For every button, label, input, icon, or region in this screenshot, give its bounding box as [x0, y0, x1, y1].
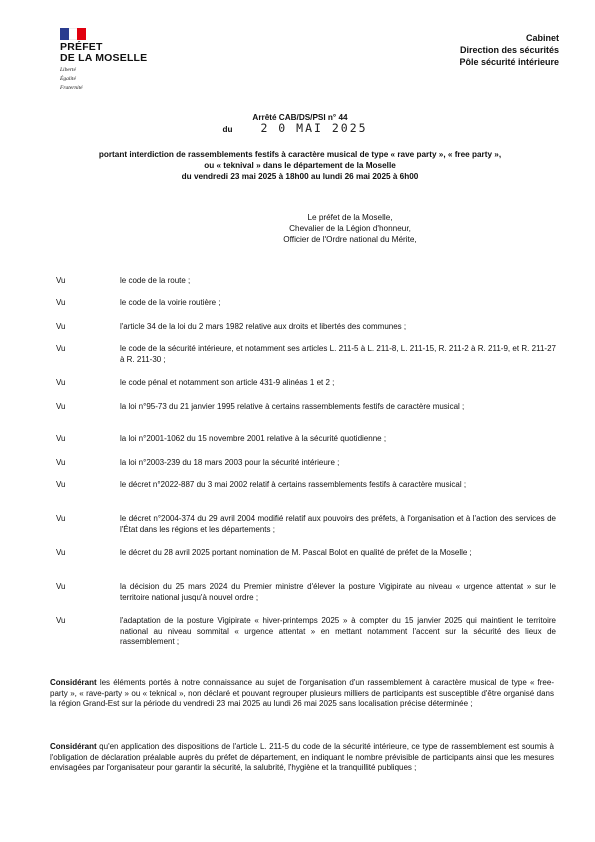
flag-blue — [60, 28, 69, 40]
visa-text: le code de la route ; — [120, 276, 191, 285]
visa-key: Vu — [56, 548, 66, 557]
visa-text: l'article 34 de la loi du 2 mars 1982 relative aux droits et libertés des communes ; — [120, 322, 407, 331]
visa-text: la décision du 25 mars 2024 du Premier ministre d'élever la posture Vigipirate au niveau « urgence attentat » sur le territoire national jusqu'à nouvel ordre ; — [120, 582, 556, 602]
visa-text: le code de la voirie routière ; — [120, 298, 221, 307]
visa-text: la loi n°95-73 du 21 janvier 1995 relative à certains rassemblements festifs de caractère musical ; — [120, 402, 465, 411]
visa-text: l'adaptation de la posture Vigipirate « hiver-printemps 2025 » à compter du 15 janvier 2025 qui maintient le territoire national au niveau sommital « urgence attentat » en mettant notamment l'accent sur la sécurité des lieux de rassemblement ; — [120, 616, 556, 646]
visa-text: le code pénal et notamment son article 431-9 alinéas 1 et 2 ; — [120, 378, 335, 387]
prefecture-logo — [60, 28, 170, 91]
visa-item — [56, 616, 556, 648]
considerant-text: qu'en application des dispositions de l'article L. 211-5 du code de la sécurité intérieure, ce type de rassemblement est soumis à l'obligation de déclaration préalable auprès du préfet de département, en indiquant le nombre prévisible de participants ainsi que les mesures envisagées par l'organisateur pour garantir la sécurité, la salubrité, l'hygiène et la tranquillité publiques ; — [50, 742, 554, 772]
arrete-objet — [40, 149, 560, 182]
considerant-text: les éléments portés à notre connaissance au sujet de l'organisation d'un rassemblement à caractère musical de type « free-party », « rave-party » ou « teknical », non déclaré et pouvant regrouper plusieurs milliers de participants est susceptible d'être organisé dans la région Grand-Est sur la période du vendredi 23 mai 2025 au lundi 26 mai 2025 sans localisation précise déterminée ; — [50, 678, 554, 708]
visa-item — [56, 434, 556, 445]
org-name-line1: PRÉFET — [60, 41, 103, 53]
visa-item — [56, 322, 556, 333]
visa-item — [56, 344, 556, 365]
date-stamp: 2 0 MAI 2025 — [260, 121, 368, 135]
visa-key: Vu — [56, 276, 66, 285]
flag-white — [69, 28, 78, 40]
marianne-flag-icon — [60, 28, 86, 40]
visa-text: la loi n°2003-239 du 18 mars 2003 pour la sécurité intérieure ; — [120, 458, 340, 467]
visa-item — [56, 276, 556, 287]
date-line — [30, 123, 560, 135]
visa-text: le décret n°2004-374 du 29 avril 2004 modifié relatif aux pouvoirs des préfets, à l'organisation et à l'action des services de l'État dans les régions et les départements ; — [120, 514, 556, 534]
motto-egalite: Égalité — [60, 76, 76, 82]
objet-line2: ou « teknival » dans le département de la Moselle — [204, 161, 396, 170]
signatory-line3: Officier de l'Ordre national du Mérite, — [283, 235, 417, 244]
motto-fraternite: Fraternité — [60, 85, 83, 91]
visa-key: Vu — [56, 344, 66, 353]
visa-item — [56, 548, 556, 559]
visa-text: le décret n°2022-887 du 3 mai 2002 relatif à certains rassemblements festifs à caractère musical ; — [120, 480, 467, 489]
flag-red — [77, 28, 86, 40]
visa-item — [56, 514, 556, 535]
service-block — [459, 32, 559, 68]
signatory-line1: Le préfet de la Moselle, — [307, 213, 393, 222]
signatory-block — [200, 212, 500, 245]
visa-item — [56, 298, 556, 309]
service-pole: Pôle sécurité intérieure — [459, 57, 559, 67]
objet-line1: portant interdiction de rassemblements festifs à caractère musical de type « rave party », « free party », — [98, 150, 502, 159]
considerant-paragraph — [50, 742, 554, 774]
visa-key: Vu — [56, 582, 66, 591]
visa-key: Vu — [56, 480, 66, 489]
du-label: du — [222, 125, 233, 134]
considerant-paragraph — [50, 678, 554, 710]
objet-line3: du vendredi 23 mai 2025 à 18h00 au lundi 26 mai 2025 à 6h00 — [181, 172, 419, 181]
org-name-line2: DE LA MOSELLE — [60, 52, 148, 64]
visa-item — [56, 480, 556, 491]
visa-key: Vu — [56, 378, 66, 387]
visa-text: le décret du 28 avril 2025 portant nomination de M. Pascal Bolot en qualité de préfet de la Moselle ; — [120, 548, 472, 557]
signatory-line2: Chevalier de la Légion d'honneur, — [289, 224, 411, 233]
visa-key: Vu — [56, 434, 66, 443]
visa-key: Vu — [56, 298, 66, 307]
visa-key: Vu — [56, 322, 66, 331]
visa-item — [56, 458, 556, 469]
arrete-number: Arrêté CAB/DS/PSI n° 44 — [252, 113, 348, 122]
motto-liberte: Liberté — [60, 67, 76, 73]
visa-key: Vu — [56, 402, 66, 411]
visa-key: Vu — [56, 616, 66, 625]
considerant-key: Considérant — [50, 742, 97, 751]
service-direction: Direction des sécurités — [459, 45, 559, 55]
arrete-title-block — [40, 112, 560, 182]
visa-key: Vu — [56, 458, 66, 467]
visa-text: la loi n°2001-1062 du 15 novembre 2001 relative à la sécurité quotidienne ; — [120, 434, 387, 443]
visa-item — [56, 402, 556, 413]
service-cabinet: Cabinet — [525, 33, 559, 43]
visa-item — [56, 582, 556, 603]
visa-item — [56, 378, 556, 389]
visa-key: Vu — [56, 514, 66, 523]
considerant-key: Considérant — [50, 678, 97, 687]
visa-text: le code de la sécurité intérieure, et notamment ses articles L. 211-5 à L. 211-8, L. 211-15, R. 211-2 à R. 211-9, et R. 211-27 à R. 211-30 ; — [120, 344, 556, 364]
